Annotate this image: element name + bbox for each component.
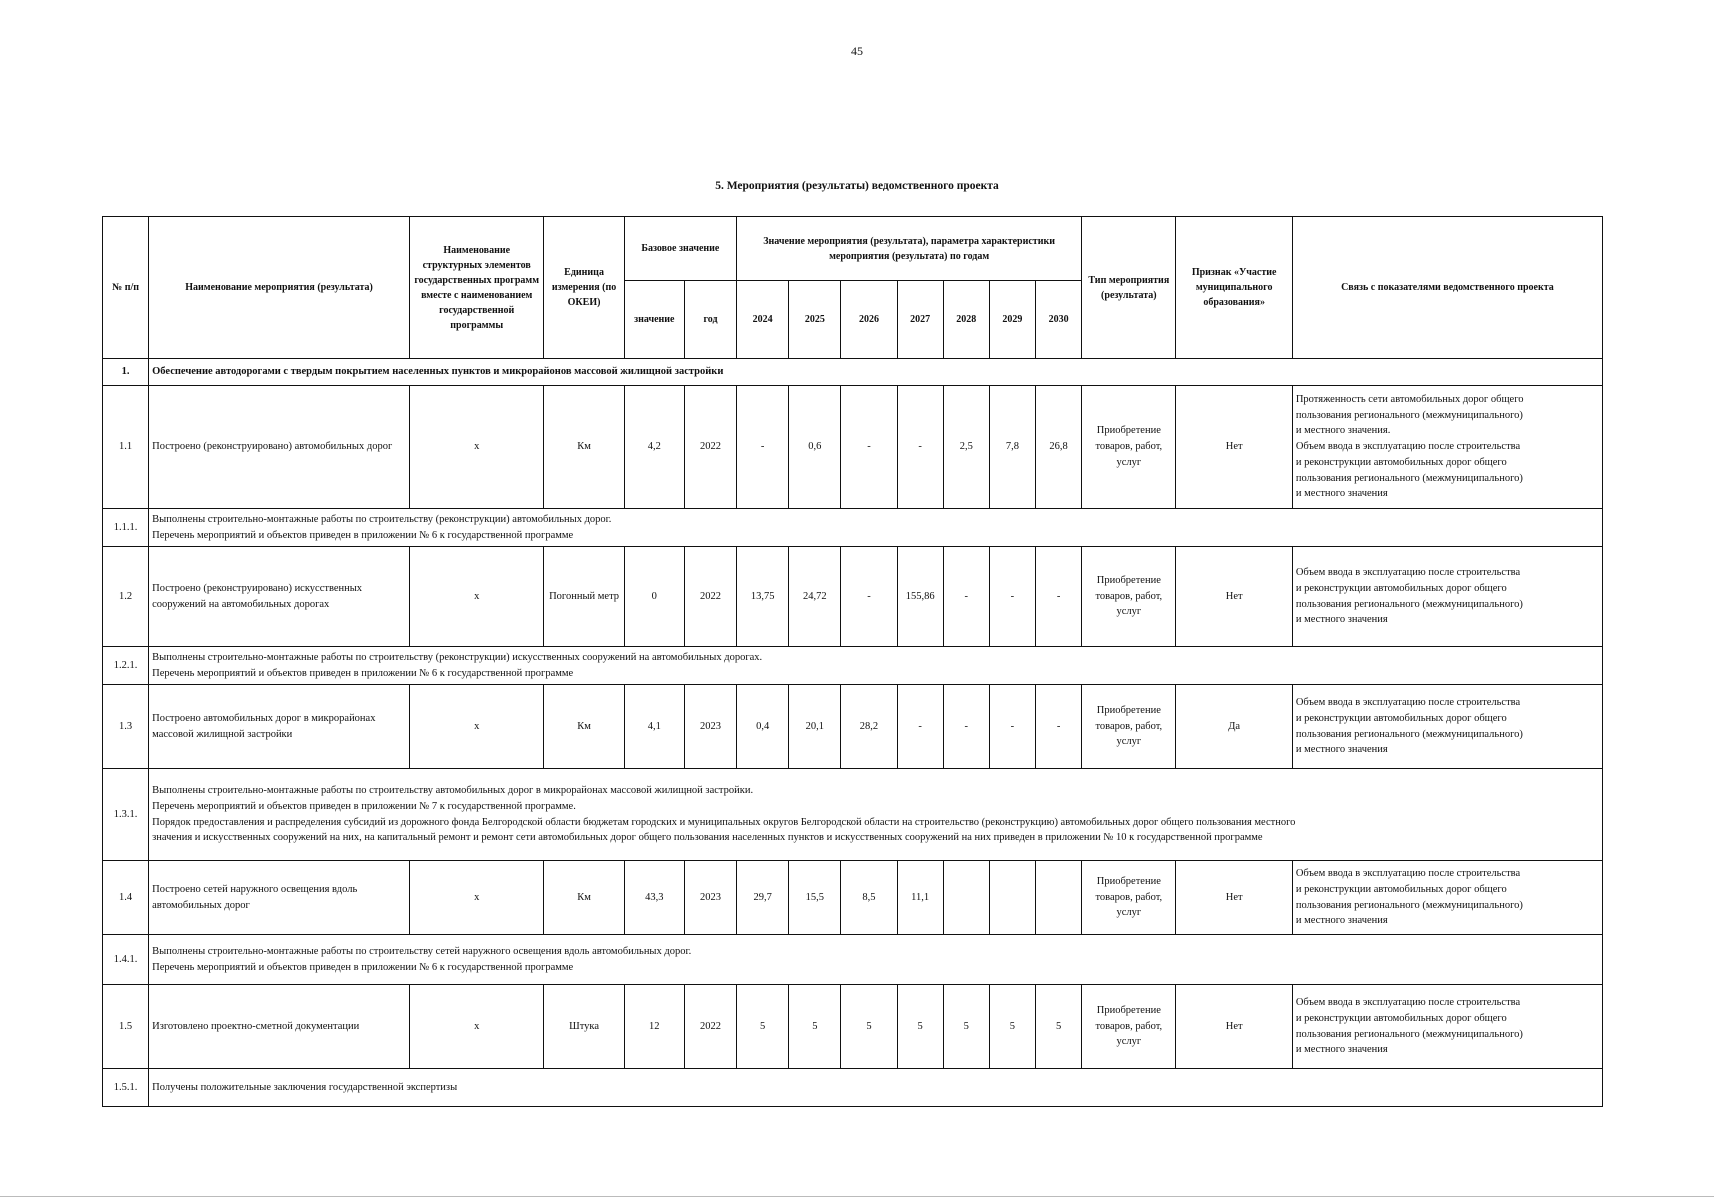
row-num: 1.3 bbox=[103, 685, 149, 769]
row-year-value: 0,4 bbox=[737, 685, 789, 769]
row-year-value: 29,7 bbox=[737, 861, 789, 935]
row-year-value: - bbox=[989, 547, 1035, 647]
sub-line: Получены положительные заключения государственной экспертизы bbox=[152, 1081, 458, 1093]
row-base-year: 2022 bbox=[684, 386, 736, 509]
section-num: 1. bbox=[103, 359, 149, 386]
sub-text bbox=[149, 647, 1603, 685]
row-municipal: Да bbox=[1176, 685, 1292, 769]
row-structural: х bbox=[410, 685, 544, 769]
row-num: 1.2 bbox=[103, 547, 149, 647]
sub-line: Выполнены строительно-монтажные работы по строительству автомобильных дорог в микрорайонах массовой жилищной застройки. bbox=[152, 785, 754, 796]
sub-num: 1.4.1. bbox=[103, 935, 149, 985]
row-unit: Погонный метр bbox=[544, 547, 624, 647]
row-structural: х bbox=[410, 861, 544, 935]
row-year-value: - bbox=[943, 685, 989, 769]
link-line: пользования регионального (межмуниципального) bbox=[1295, 409, 1523, 421]
header-name: Наименование мероприятия (результата) bbox=[149, 217, 410, 359]
row-year-value: 8,5 bbox=[841, 861, 897, 935]
row-municipal: Нет bbox=[1176, 861, 1292, 935]
sub-text bbox=[149, 769, 1603, 861]
row-year-value bbox=[1036, 861, 1082, 935]
header-structural: Наименование структурных элементов государственных программ вместе с наименованием государственной программы bbox=[410, 217, 544, 359]
sub-row bbox=[103, 509, 1603, 547]
row-name: Построено (реконструировано) автомобильных дорог bbox=[149, 386, 410, 509]
row-year-value: 28,2 bbox=[841, 685, 897, 769]
link-line: и местного значения bbox=[1295, 915, 1388, 927]
row-year-value: - bbox=[897, 386, 943, 509]
row-year-value: - bbox=[897, 685, 943, 769]
table-row bbox=[103, 386, 1603, 509]
row-municipal: Нет bbox=[1176, 985, 1292, 1069]
row-year-value: - bbox=[1036, 547, 1082, 647]
header-base-year: год bbox=[684, 281, 736, 359]
page-number: 45 bbox=[851, 44, 863, 58]
link-line: Объем ввода в эксплуатацию после строительства bbox=[1295, 997, 1521, 1008]
row-year-value: - bbox=[943, 547, 989, 647]
row-year-value: 5 bbox=[989, 985, 1035, 1069]
row-year-value: 15,5 bbox=[789, 861, 841, 935]
row-base-year: 2022 bbox=[684, 547, 736, 647]
link-line: и местного значения bbox=[1295, 488, 1388, 500]
sub-num: 1.3.1. bbox=[103, 769, 149, 861]
row-year-value: 20,1 bbox=[789, 685, 841, 769]
row-type: Приобретение товаров, работ, услуг bbox=[1082, 985, 1176, 1069]
row-type: Приобретение товаров, работ, услуг bbox=[1082, 547, 1176, 647]
sub-line: Выполнены строительно-монтажные работы по строительству сетей наружного освещения вдоль автомобильных дорог. bbox=[152, 945, 692, 957]
sub-line: значения и искусственных сооружений на них, на капитальный ремонт и ремонт сети автомобильных дорог общего пользования населенных пунктов и искусственных сооружений на них приведен в приложении № 10 к государственной программе bbox=[152, 832, 1263, 844]
row-year-value: 7,8 bbox=[989, 386, 1035, 509]
header-type: Тип мероприятия (результата) bbox=[1082, 217, 1176, 359]
row-type: Приобретение товаров, работ, услуг bbox=[1082, 386, 1176, 509]
row-year-value: 5 bbox=[789, 985, 841, 1069]
header-year: 2030 bbox=[1036, 281, 1082, 359]
sub-text bbox=[149, 509, 1603, 547]
row-year-value: 5 bbox=[841, 985, 897, 1069]
row-base-value: 12 bbox=[624, 985, 684, 1069]
row-year-value: - bbox=[737, 386, 789, 509]
row-base-year: 2022 bbox=[684, 985, 736, 1069]
row-num: 1.5 bbox=[103, 985, 149, 1069]
row-year-value: - bbox=[1036, 685, 1082, 769]
row-year-value bbox=[989, 861, 1035, 935]
sub-line: Перечень мероприятий и объектов приведен в приложении № 6 к государственной программе bbox=[152, 961, 574, 973]
sub-row bbox=[103, 769, 1603, 861]
sub-line: Перечень мероприятий и объектов приведен в приложении № 6 к государственной программе bbox=[152, 529, 574, 541]
row-unit: Штука bbox=[544, 985, 624, 1069]
row-num: 1.4 bbox=[103, 861, 149, 935]
link-line: Объем ввода в эксплуатацию после строительства bbox=[1295, 567, 1521, 578]
row-base-value: 43,3 bbox=[624, 861, 684, 935]
sub-text bbox=[149, 935, 1603, 985]
row-base-value: 4,2 bbox=[624, 386, 684, 509]
row-year-value: 11,1 bbox=[897, 861, 943, 935]
header-year: 2029 bbox=[989, 281, 1035, 359]
row-type: Приобретение товаров, работ, услуг bbox=[1082, 685, 1176, 769]
link-line: пользования регионального (межмуниципального) bbox=[1295, 472, 1523, 484]
link-line: и реконструкции автомобильных дорог общего bbox=[1295, 456, 1507, 468]
table-row bbox=[103, 547, 1603, 647]
link-line: и реконструкции автомобильных дорог общего bbox=[1295, 712, 1507, 724]
table-row bbox=[103, 861, 1603, 935]
sub-row bbox=[103, 935, 1603, 985]
row-year-value: 5 bbox=[943, 985, 989, 1069]
link-line: пользования регионального (межмуниципального) bbox=[1295, 728, 1523, 740]
section-title: 5. Мероприятия (результаты) ведомственного проекта bbox=[715, 180, 999, 192]
measures-table bbox=[102, 216, 1603, 1107]
header-base-value: значение bbox=[624, 281, 684, 359]
row-year-value: 5 bbox=[897, 985, 943, 1069]
scan-edge-divider bbox=[0, 1196, 1714, 1197]
sub-text bbox=[149, 1069, 1603, 1107]
sub-num: 1.2.1. bbox=[103, 647, 149, 685]
link-line: Протяженность сети автомобильных дорог общего bbox=[1295, 393, 1524, 405]
row-structural: х bbox=[410, 985, 544, 1069]
row-name: Построено автомобильных дорог в микрорайонах массовой жилищной застройки bbox=[149, 685, 410, 769]
sub-line: Порядок предоставления и распределения субсидий из дорожного фонда Белгородской области бюджетам городских и муниципальных округов Белгородской области на строительство (реконструкцию) автомобильных дорог общего пользования местного bbox=[152, 816, 1296, 828]
sub-line: Выполнены строительно-монтажные работы по строительству (реконструкции) искусственных сооружений на автомобильных дорогах. bbox=[152, 651, 763, 663]
link-line: и местного значения bbox=[1295, 1044, 1388, 1056]
section-text: Обеспечение автодорогами с твердым покрытием населенных пунктов и микрорайонов массовой жилищной застройки bbox=[149, 359, 1603, 386]
header-num: № п/п bbox=[103, 217, 149, 359]
row-link bbox=[1292, 547, 1602, 647]
sub-line: Перечень мероприятий и объектов приведен в приложении № 6 к государственной программе bbox=[152, 667, 574, 679]
row-year-value: 24,72 bbox=[789, 547, 841, 647]
link-line: пользования регионального (межмуниципального) bbox=[1295, 598, 1523, 610]
header-year: 2027 bbox=[897, 281, 943, 359]
header-values: Значение мероприятия (результата), параметра характеристики мероприятия (результата) по годам bbox=[737, 217, 1082, 281]
link-line: Объем ввода в эксплуатацию после строительства bbox=[1295, 697, 1521, 708]
row-year-value: - bbox=[841, 547, 897, 647]
table-row bbox=[103, 685, 1603, 769]
row-name: Построено сетей наружного освещения вдоль автомобильных дорог bbox=[149, 861, 410, 935]
row-unit: Км bbox=[544, 685, 624, 769]
link-line: и реконструкции автомобильных дорог общего bbox=[1295, 883, 1507, 895]
row-year-value: 5 bbox=[737, 985, 789, 1069]
row-unit: Км bbox=[544, 861, 624, 935]
row-year-value: 0,6 bbox=[789, 386, 841, 509]
row-num: 1.1 bbox=[103, 386, 149, 509]
row-year-value bbox=[943, 861, 989, 935]
row-name: Построено (реконструировано) искусственных сооружений на автомобильных дорогах bbox=[149, 547, 410, 647]
row-municipal: Нет bbox=[1176, 386, 1292, 509]
link-line: и местного значения. bbox=[1295, 425, 1391, 437]
row-year-value: - bbox=[989, 685, 1035, 769]
row-year-value: 2,5 bbox=[943, 386, 989, 509]
link-line: пользования регионального (межмуниципального) bbox=[1295, 1028, 1523, 1040]
row-base-value: 0 bbox=[624, 547, 684, 647]
row-structural: х bbox=[410, 386, 544, 509]
link-line: пользования регионального (межмуниципального) bbox=[1295, 899, 1523, 911]
header-year: 2026 bbox=[841, 281, 897, 359]
link-line: и местного значения bbox=[1295, 614, 1388, 626]
row-unit: Км bbox=[544, 386, 624, 509]
sub-line: Перечень мероприятий и объектов приведен в приложении № 7 к государственной программе. bbox=[152, 800, 576, 812]
row-base-year: 2023 bbox=[684, 685, 736, 769]
row-link bbox=[1292, 861, 1602, 935]
row-year-value: - bbox=[841, 386, 897, 509]
header-municipal: Признак «Участие муниципального образования» bbox=[1176, 217, 1292, 359]
row-name: Изготовлено проектно-сметной документации bbox=[149, 985, 410, 1069]
link-line: и реконструкции автомобильных дорог общего bbox=[1295, 582, 1507, 594]
row-municipal: Нет bbox=[1176, 547, 1292, 647]
header-year: 2024 bbox=[737, 281, 789, 359]
row-link bbox=[1292, 386, 1602, 509]
sub-row bbox=[103, 647, 1603, 685]
link-line: и местного значения bbox=[1295, 744, 1388, 756]
row-year-value: 26,8 bbox=[1036, 386, 1082, 509]
row-base-year: 2023 bbox=[684, 861, 736, 935]
row-base-value: 4,1 bbox=[624, 685, 684, 769]
link-line: и реконструкции автомобильных дорог общего bbox=[1295, 1012, 1507, 1024]
link-line: Объем ввода в эксплуатацию после строительства bbox=[1295, 441, 1521, 453]
row-link bbox=[1292, 685, 1602, 769]
header-year: 2025 bbox=[789, 281, 841, 359]
row-link bbox=[1292, 985, 1602, 1069]
sub-row bbox=[103, 1069, 1603, 1107]
header-base: Базовое значение bbox=[624, 217, 736, 281]
header-link: Связь с показателями ведомственного проекта bbox=[1292, 217, 1602, 359]
row-structural: х bbox=[410, 547, 544, 647]
header-year: 2028 bbox=[943, 281, 989, 359]
sub-num: 1.5.1. bbox=[103, 1069, 149, 1107]
row-year-value: 13,75 bbox=[737, 547, 789, 647]
link-line: Объем ввода в эксплуатацию после строительства bbox=[1295, 868, 1521, 879]
row-year-value: 5 bbox=[1036, 985, 1082, 1069]
row-year-value: 155,86 bbox=[897, 547, 943, 647]
row-type: Приобретение товаров, работ, услуг bbox=[1082, 861, 1176, 935]
sub-num: 1.1.1. bbox=[103, 509, 149, 547]
table-row bbox=[103, 985, 1603, 1069]
header-unit: Единица измерения (по ОКЕИ) bbox=[544, 217, 624, 359]
sub-line: Выполнены строительно-монтажные работы по строительству (реконструкции) автомобильных дорог. bbox=[152, 513, 612, 525]
